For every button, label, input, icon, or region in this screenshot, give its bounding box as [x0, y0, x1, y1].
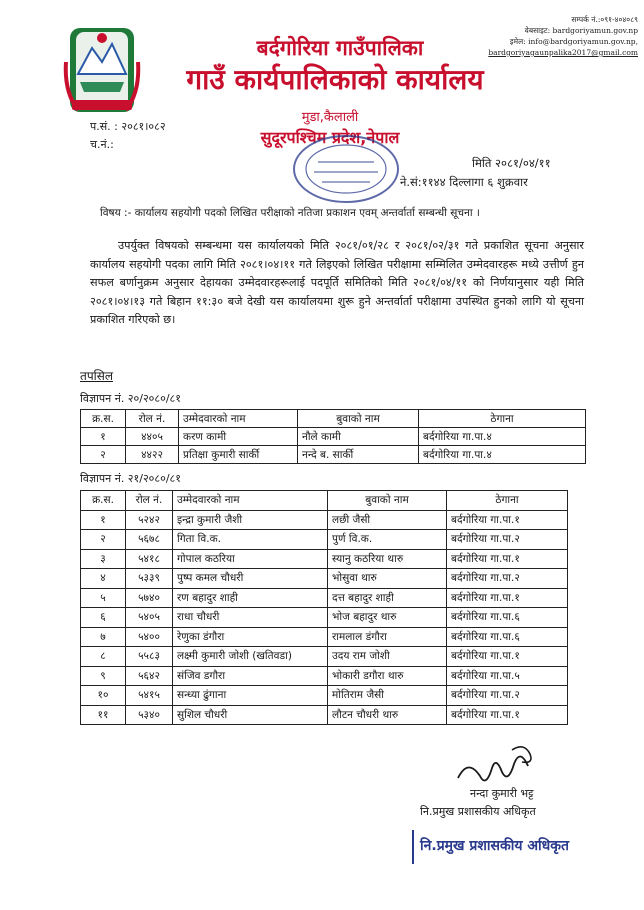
col-father: बुवाको नाम — [328, 491, 447, 511]
table-row: १ ४४०५ करण कामी नौले कामी बर्दगोरिया गा.पा.४ — [81, 428, 586, 446]
letter-body: उपर्युक्त विषयको सम्बन्धमा यस कार्यालयको मिति २०८१/०१/२८ र २०८१/०२/३१ गते प्रकाशित सूचना अनुसार कार्यालय सहयोगी पदका लागि मिति २०८१।०४।११ गते लिइएको लिखित परीक्षामा सम्मिलित उम्मेदवारहरू मध्ये उत्तीर्ण हुन सफल बर्णानुक्रम अनुसार देहायका उम्मेदवारहरूलाई पदपूर्ति समितिको मिति २०८१/०४/११ को निर्णयानुसार यही मिति २०८१।०४।१३ गते बिहान ११:३० बजे देखी यस कार्यालयमा शुरू हुने अन्तर्वार्ता परीक्षामा उपस्थित हुनको लागि यो सूचना प्रकाशित गरिएको छ। — [90, 239, 584, 326]
col-name: उम्मेदवारको नाम — [173, 491, 328, 511]
advert-1-label: विज्ञापन नं. २०/२०८०/८१ — [80, 392, 181, 405]
office-title: गाउँ कार्यपालिकाको कार्यालय — [186, 63, 484, 96]
table-row: ४ ५३३९ पुष्प कमल चौधरी भोसुवा थारु बर्दगोरिया गा.पा.२ — [81, 569, 568, 589]
table-row: ९ ५६४२ संजिव डगौरा भोकारी डगौरा थारु बर्दगोरिया गा.पा.५ — [81, 666, 568, 686]
col-address: ठेगाना — [419, 410, 586, 428]
contact-email-2: bardgoriyagaunpalika2017@gmail.com — [488, 48, 638, 57]
table-row: ६ ५४०५ राधा चौधरी भोज बहादुर थारु बर्दगोरिया गा.पा.६ — [81, 608, 568, 628]
advert-2-label: विज्ञापन नं. २१/२०८०/८१ — [80, 472, 181, 485]
col-sn: क्र.स. — [81, 491, 126, 511]
advert-1-table — [80, 409, 586, 464]
table-row: ८ ५५८३ लक्ष्मी कुमारी जोशी (खतिवडा) उदय राम जोशी बर्दगोरिया गा.पा.१ — [81, 647, 568, 667]
table-row: १० ५४१५ सन्ध्या ढुंगाना मोतिराम जैसी बर्दगोरिया गा.पा.२ — [81, 686, 568, 706]
letter-date: मिति २०८१/०४/११ — [472, 156, 551, 170]
table-row: ३ ५४१८ गोपाल कठरिया स्यानु कठरिया थारु बर्दगोरिया गा.पा.१ — [81, 549, 568, 569]
contact-phone: सम्पर्क नं.:०९१-४०४०८९ — [571, 15, 638, 24]
municipality-title: बर्दगोरिया गाउँपालिका — [256, 36, 424, 60]
table-row: २ ४४२२ प्रतिक्षा कुमारी सार्की नन्दे ब. सार्की बर्दगोरिया गा.पा.४ — [81, 446, 586, 464]
address-line-2: सुदूरपश्चिम प्रदेश,नेपाल — [260, 128, 400, 147]
contact-website: वेबसाइट: bardgoriyamun.gov.np — [524, 26, 638, 35]
nepal-sambat-date: ने.सं:११४४ दिल्लागा ६ शुक्रवार — [400, 175, 528, 189]
signatory-designation: नि.प्रमुख प्रशासकीय अधिकृत — [420, 805, 536, 818]
table-row: ५ ५७४० रण बहादुर शाही दत्त बहादुर शाही बर्दगोरिया गा.पा.१ — [81, 588, 568, 608]
contact-email: इमेल: info@bardgoriyamun.gov.np, — [509, 37, 638, 46]
reference-block — [90, 118, 166, 154]
dispatch-number: च.नं.: — [90, 138, 114, 151]
col-address: ठेगाना — [447, 491, 568, 511]
col-roll: रोल नं. — [126, 410, 179, 428]
table-row: ७ ५४०० रेणुका डंगौरा रामलाल डंगौरा बर्दगोरिया गा.पा.६ — [81, 627, 568, 647]
nepal-emblem-icon — [62, 22, 142, 120]
advert-2-table — [80, 490, 568, 725]
col-father: बुवाको नाम — [298, 410, 419, 428]
col-roll: रोल नं. — [126, 491, 173, 511]
address-line-1: मुडा,कैलाली — [301, 110, 359, 125]
table-row: ११ ५३४० सुशिल चौधरी लौटन चौधरी थारु बर्दगोरिया गा.पा.१ — [81, 705, 568, 725]
letter-subject: विषय :- कार्यालय सहयोगी पदको लिखित परीक्षाको नतिजा प्रकाशन एवम् अन्तर्वार्ता सम्बन्धी सूचना । — [100, 207, 480, 219]
contact-block — [470, 14, 638, 58]
table-row: १ ५२४२ इन्द्रा कुमारी जैशी लछी जैसी बर्दगोरिया गा.पा.१ — [81, 510, 568, 530]
signatory-name: नन्दा कुमारी भट्ट — [470, 787, 534, 800]
table-row: २ ५६७८ गिता वि.क. पुर्ण वि.क. बर्दगोरिया गा.पा.२ — [81, 530, 568, 550]
col-name: उम्मेदवारको नाम — [179, 410, 298, 428]
col-sn: क्र.स. — [81, 410, 126, 428]
designation-seal: नि.प्रमुख प्रशासकीय अधिकृत — [420, 838, 569, 854]
tapsil-heading: तपसिल — [80, 369, 114, 383]
ref-number: प.सं. : २०८१।०८२ — [90, 120, 166, 133]
official-stamp-icon — [290, 132, 402, 206]
